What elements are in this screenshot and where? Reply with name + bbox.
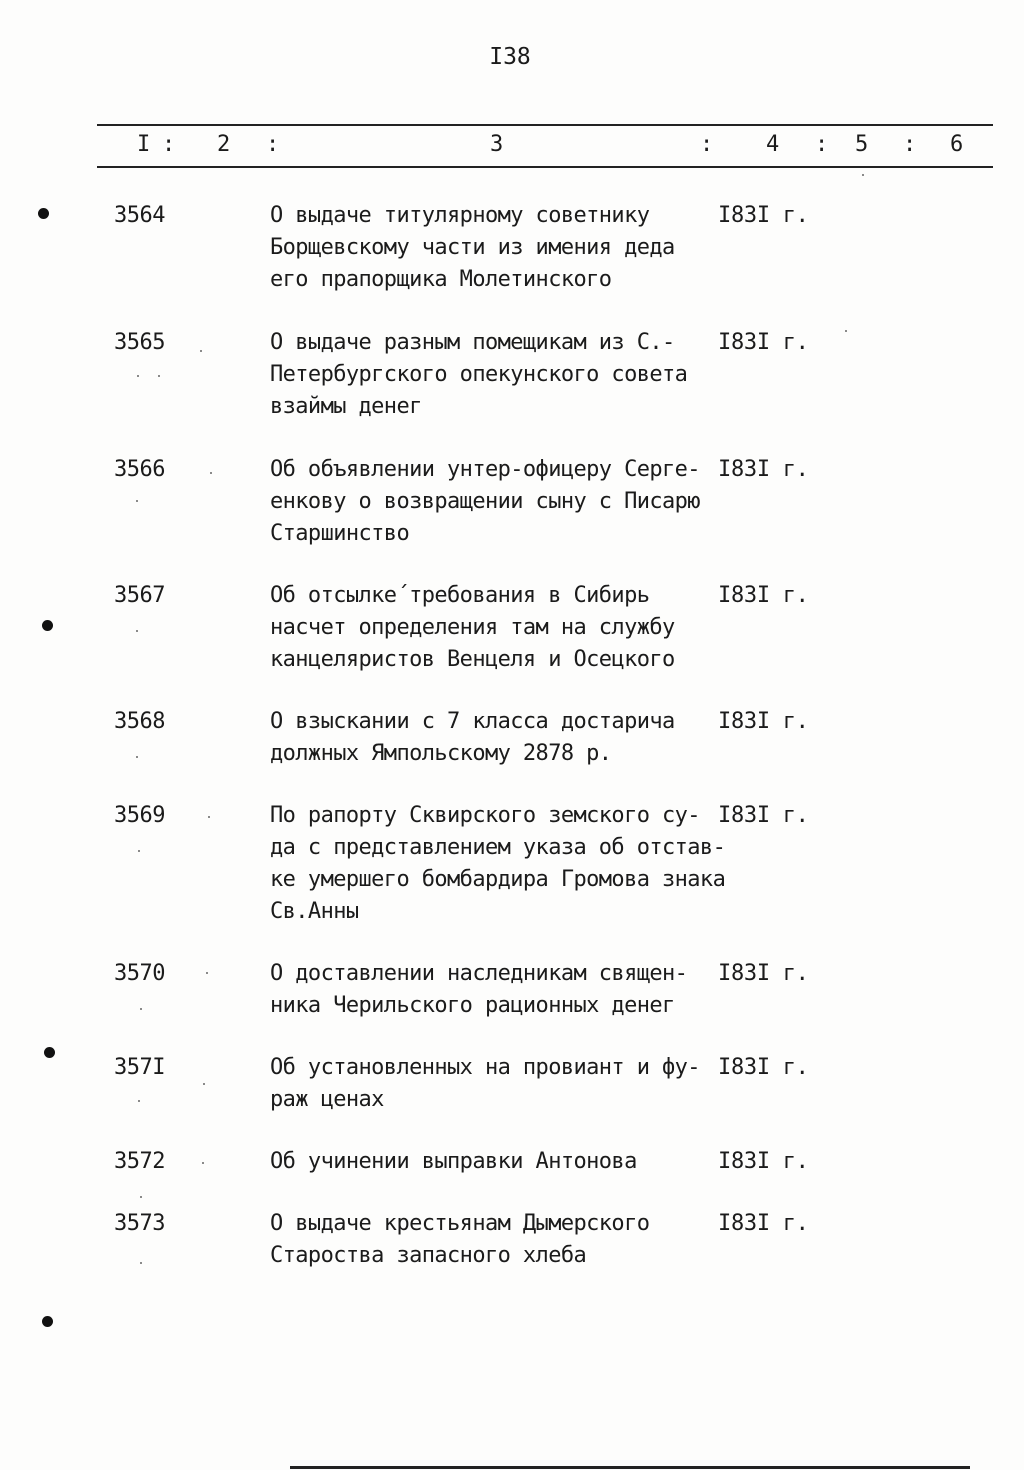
column-header-3: 3 [490, 132, 504, 157]
scan-speck [202, 1162, 204, 1164]
record-year: I83I г. [718, 1211, 809, 1236]
record-number: 3573 [114, 1211, 165, 1236]
record-title [270, 327, 730, 423]
scan-speck [203, 1083, 205, 1085]
record-title-line: Борщевскому части из имения деда [270, 235, 675, 260]
record-title [270, 1146, 730, 1178]
record-number: 3569 [114, 803, 165, 828]
record-year: I83I г. [718, 330, 809, 355]
record-title [270, 706, 730, 770]
column-header-1: I [137, 132, 151, 157]
record-title-line: О выдаче крестьянам Дымерского [270, 1211, 650, 1236]
scan-speck [206, 972, 208, 974]
column-separator: : [903, 132, 917, 157]
scan-speck [140, 1196, 142, 1198]
record-title-line: О выдаче титулярному советнику [270, 203, 650, 228]
scan-speck [140, 1262, 142, 1264]
record-number: 3572 [114, 1149, 165, 1174]
record-title-line: взаймы денег [270, 394, 422, 419]
record-number: 357I [114, 1055, 165, 1080]
record-year: I83I г. [718, 457, 809, 482]
record-title-line: Об учинении выправки Антонова [270, 1149, 637, 1174]
record-title-line: О доставлении наследникам священ- [270, 961, 688, 986]
record-year: I83I г. [718, 1055, 809, 1080]
record-title-line: Староства запасного хлеба [270, 1243, 587, 1268]
record-title-line: его прапорщика Молетинского [270, 267, 612, 292]
record-title-line: Об отсылке´требования в Сибирь [270, 583, 650, 608]
scan-speck [138, 1100, 140, 1102]
column-separator: : [700, 132, 714, 157]
record-number: 3564 [114, 203, 165, 228]
column-header-4: 4 [766, 132, 780, 157]
punch-hole [42, 1316, 53, 1327]
record-year: I83I г. [718, 961, 809, 986]
scan-speck [200, 350, 202, 352]
record-year: I83I г. [718, 203, 809, 228]
scan-speck [845, 330, 847, 332]
record-title-line: енкову о возвращении сыну с Писарю [270, 489, 700, 514]
record-title [270, 454, 730, 550]
record-year: I83I г. [718, 803, 809, 828]
scan-speck [140, 1008, 142, 1010]
record-number: 3567 [114, 583, 165, 608]
bottom-edge-rule [290, 1466, 970, 1469]
record-title-line: О выдаче разным помещикам из С.- [270, 330, 675, 355]
record-title-line: насчет определения там на службу [270, 615, 675, 640]
record-title-line: По рапорту Сквирского земского су- [270, 803, 700, 828]
record-number: 3565 [114, 330, 165, 355]
record-number: 3568 [114, 709, 165, 734]
scan-speck [136, 500, 138, 502]
record-number: 3570 [114, 961, 165, 986]
record-year: I83I г. [718, 1149, 809, 1174]
record-title-line: да с представлением указа об отстав- [270, 835, 726, 860]
column-separator: : [815, 132, 829, 157]
scan-speck [136, 630, 138, 632]
scan-speck [136, 756, 138, 758]
header-bottom-rule [97, 166, 993, 168]
record-title-line: Св.Анны [270, 899, 359, 924]
record-title-line: Петербургского опекунского совета [270, 362, 688, 387]
record-year: I83I г. [718, 583, 809, 608]
record-title-line: О взыскании с 7 класса достарича [270, 709, 675, 734]
column-separator: : [162, 132, 176, 157]
record-title [270, 580, 730, 676]
record-title-line: канцеляристов Венцеля и Осецкого [270, 647, 675, 672]
punch-hole [42, 620, 53, 631]
header-top-rule [97, 124, 993, 126]
record-title [270, 800, 730, 928]
scan-speck [158, 375, 160, 377]
column-header-2: 2 [217, 132, 231, 157]
scan-speck [138, 850, 140, 852]
column-separator: : [266, 132, 280, 157]
punch-hole [44, 1047, 55, 1058]
record-title [270, 1052, 730, 1116]
punch-hole [38, 208, 49, 219]
scan-speck [208, 816, 210, 818]
record-title-line: ника Черильского рационных денег [270, 993, 675, 1018]
record-title-line: раж ценах [270, 1087, 384, 1112]
scan-speck [137, 375, 139, 377]
record-title [270, 1208, 730, 1272]
page-number: I38 [489, 44, 531, 70]
record-title-line: Об установленных на провиант и фу- [270, 1055, 700, 1080]
scan-speck [210, 472, 212, 474]
column-header-5: 5 [855, 132, 869, 157]
record-year: I83I г. [718, 709, 809, 734]
column-header-6: 6 [950, 132, 964, 157]
record-title-line: ке умершего бомбардира Громова знака [270, 867, 726, 892]
record-title-line: должных Ямпольскому 2878 р. [270, 741, 612, 766]
record-title [270, 200, 730, 296]
record-number: 3566 [114, 457, 165, 482]
record-title [270, 958, 730, 1022]
record-title-line: Об объявлении унтер-офицеру Серге- [270, 457, 700, 482]
scan-speck [862, 174, 864, 176]
record-title-line: Старшинство [270, 521, 410, 546]
